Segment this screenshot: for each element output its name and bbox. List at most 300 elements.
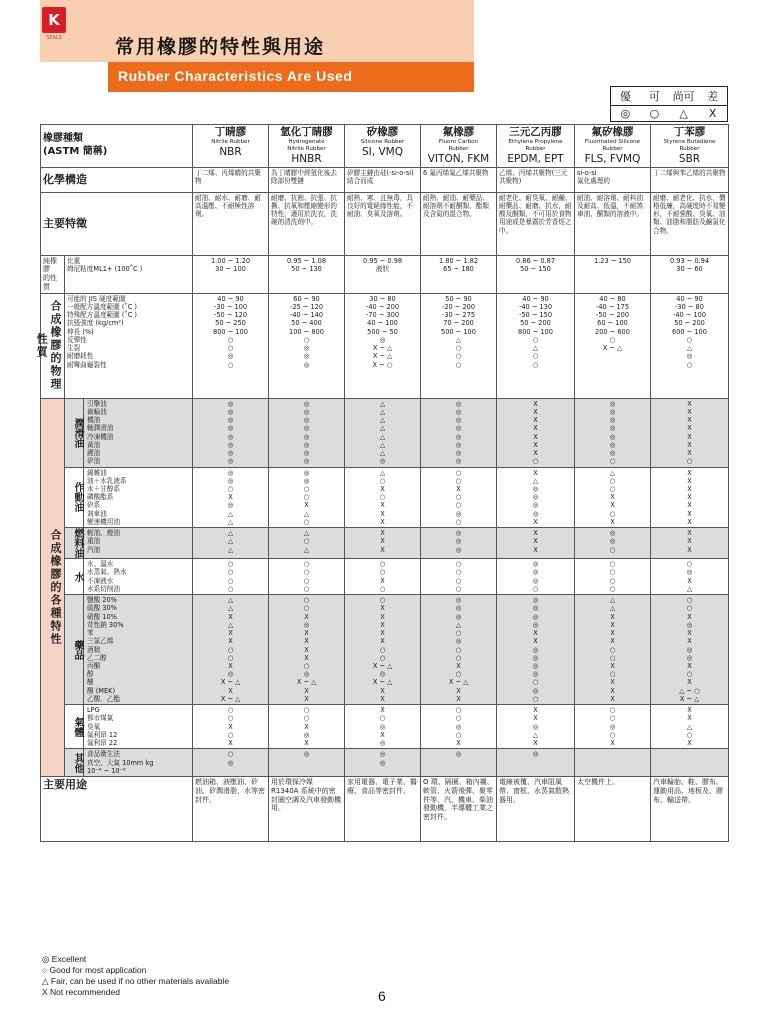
rating-value: ◎ [227,758,234,767]
rating-value: ○ [455,670,462,679]
resist-group-label: 合成橡膠的各種特性 [41,398,65,776]
compound-value: -40 ~ 200 [365,302,400,311]
compound-values [345,293,421,398]
use-value: 電線被覆、汽車阻風帶、窗框、水蒸氣散熱器用。 [497,777,575,842]
rating-value: X [380,604,385,613]
rating-value: ○ [227,653,234,662]
rating-value: ○ [303,661,310,670]
rating-value: X [687,468,692,477]
rating-value: ○ [455,468,462,477]
compound-value: -40 ~ 140 [289,311,324,320]
rating-value: X [687,739,692,748]
material-code: EPDM, EPT [507,152,564,165]
rating-value: ◎ [532,576,539,585]
compound-value: X ~ ○ [372,360,393,369]
rating-value: ◎ [532,493,539,502]
rating-value: ◎ [455,637,462,646]
rating-value: ◎ [532,722,539,731]
rating-value: X [533,629,538,638]
compound-values [575,293,651,398]
resist-section [65,467,193,528]
rating-value: ◎ [532,604,539,613]
rating-value: X [533,468,538,477]
rating-value: ◎ [609,432,616,441]
resist-values [575,749,651,777]
rating-value: ◎ [303,407,310,416]
chem-value: si-o-si 氟化處理的 [575,167,651,192]
chem-label: 化學構造 [41,167,193,192]
material-code: FLS, FVMQ [584,152,641,165]
rating-symbol: X [708,107,717,120]
resist-section-name: 藥品 [65,595,84,704]
resist-values [575,559,651,595]
resist-item-label: 氟利昂 22 [87,739,118,748]
compound-value: -50 ~ 150 [518,311,553,320]
rating-value: X [687,493,692,502]
resist-item-label: 食品衛生法 [87,750,120,759]
rating-value: ○ [227,568,234,577]
rating-value: X [380,730,385,739]
rating-value: ○ [455,517,462,526]
rating-value: ◎ [379,750,386,759]
rating-value: ○ [379,714,386,723]
resist-item-label: 輕油、燈油 [87,529,120,538]
rating-value: ○ [609,576,616,585]
compound-value: 800 ~ 100 [518,327,553,336]
rating-value: X [533,714,538,723]
rating-value: ◎ [532,653,539,662]
resist-values [421,595,497,705]
rating-value: ○ [455,476,462,485]
rating-value: ○ [609,568,616,577]
rating-value: ◎ [227,407,234,416]
rating-value: △ [227,509,234,518]
rating-value: X [380,620,385,629]
rating-value: ◎ [532,485,539,493]
feature-value: 耐磨、耐老化、抗水，價格低廉，高硬度時不易變形，不耐強酸、臭氧、油類、油脂和脂肪及鹼氯化合物。 [651,192,729,255]
resist-item-label: 水＋甘醇系 [87,485,120,493]
rating-value: ○ [609,730,616,739]
rating-value: X [533,545,538,554]
resist-values [269,467,345,528]
resist-values [575,398,651,467]
resist-values [269,595,345,705]
rating-value: X [380,637,385,646]
use-value: 用於環保冷媒 R1340A 系統中的密封圈空調及汽車發動機用。 [269,777,345,842]
compound-value: ○ [455,344,462,353]
rating-value: X [687,637,692,646]
compound-value: ○ [686,335,693,344]
compound-value: 800 ~ 100 [213,327,248,336]
resist-section [65,595,193,705]
resist-values [193,749,269,777]
rating-value: △ [227,537,234,546]
rating-value: ○ [227,706,234,715]
symbol-legend [42,954,229,998]
compound-label: 抗張強度 (kg/cm²) [67,319,124,328]
material-en: Nitrile Rubber [211,139,250,146]
rating-value: X [304,645,309,654]
resist-item-label: 丙酮 [87,661,101,670]
phys-value: 50 ~ 130 [291,264,322,273]
rating-value: ◎ [609,424,616,433]
resist-item-label: 乙二醇 [87,653,107,662]
rating-value: ○ [227,584,234,593]
resist-values [497,595,575,705]
rating-value: ○ [303,537,310,546]
phys-values [345,255,421,293]
rating-value: X [687,529,692,538]
rating-value: △ [609,604,616,613]
rating-value: X [687,678,692,687]
rating-label: 差 [698,87,727,106]
compound-value: 50 ~ 200 [520,319,551,328]
rating-value: ○ [379,584,386,593]
resist-values [651,398,729,467]
rating-value: ○ [303,485,310,493]
resist-item-label: 黃油 [87,440,101,449]
chem-value: 矽膠主鏈由硅(-si-o-si) 結合而成 [345,167,421,192]
compound-value: ○ [455,360,462,369]
type-label: 橡膠種類 (ASTM 簡稱) [41,125,193,168]
rating-value: X ~ △ [372,678,393,687]
rating-value: △ [227,604,234,613]
use-value: 燃油箱、液壓油、矽油、矽潤滑脂、水等密封件。 [193,777,269,842]
rating-value: X [610,739,615,748]
rating-value: ◎ [303,416,310,425]
resist-values [193,528,269,559]
feature-value: 耐熱、寒、且無毒，具良好的電絕緣性能，不耐油、臭氧及溶劑。 [345,192,421,255]
rating-value: X [380,517,385,526]
resist-item-label: 氟利昂 12 [87,730,118,739]
resist-item-label: 磷酸酯系 [87,493,114,502]
rating-value: △ [227,596,234,605]
rating-value: X [687,407,692,416]
resist-values [345,705,421,749]
rating-value: X [228,661,233,670]
phys-values [421,255,497,293]
resist-values [421,749,497,777]
use-value: 太空機件上。 [575,777,651,842]
rating-value: ○ [303,584,310,593]
rating-value: X [533,440,538,449]
rating-value: X [687,432,692,441]
resist-section [65,705,193,749]
rating-value: △ [227,545,234,554]
resist-values [269,398,345,467]
phys-label: 比重 [67,256,81,265]
material-header [345,125,421,168]
resist-values [193,705,269,749]
rating-value: X [610,678,615,687]
compound-value: -70 ~ 300 [365,311,400,320]
rating-value: ◎ [379,457,386,466]
rating-value: ○ [227,730,234,739]
phys-values [269,255,345,293]
compound-value: 200 ~ 600 [595,327,630,336]
resist-section [65,749,193,777]
rating-value: ◎ [227,416,234,425]
rating-value: ○ [609,485,616,493]
rating-value: △ [532,730,539,739]
material-header [497,125,575,168]
rating-value: ◎ [227,424,234,433]
rating-value: X [687,399,692,408]
rating-value: ○ [532,457,539,466]
resist-values [193,467,269,528]
rating-value: ○ [609,560,616,569]
resist-values [651,467,729,528]
rating-value: ◎ [455,407,462,416]
compound-value: -25 ~ 120 [289,302,324,311]
material-zh: 氫化丁睛膠 [280,126,333,138]
resist-values [345,528,421,559]
rubber-characteristics-table [35,124,729,842]
rating-value: X [380,629,385,638]
rating-value: X [456,686,461,695]
resist-values [575,595,651,705]
rating-value: X ~ △ [220,678,241,687]
compound-label: 耐彎曲龜裂性 [67,360,107,369]
resist-item-label: 不凍液水 [87,576,114,585]
rating-value: X [533,407,538,416]
compound-value: ○ [532,352,539,361]
rating-value: △ [379,432,386,441]
rating-value: X [533,739,538,748]
resist-values [345,559,421,595]
rating-scale [610,86,728,122]
compound-label: 可能的 JIS 硬度範圍 [67,294,126,303]
resist-item-label: 苯 [87,629,94,638]
compound-value: 40 ~ 90 [522,294,549,303]
rating-value: ◎ [303,730,310,739]
rating-value: ◎ [609,537,616,546]
rating-value: X [380,529,385,538]
rating-value: ○ [455,706,462,715]
rating-value: ◎ [379,722,386,731]
compound-value: ◎ [303,344,310,353]
rating-value: X [228,493,233,502]
rating-value: △ [686,722,693,731]
feature-value: 耐磨、抗蝕、抗張、抗撕、抗氧和壓縮變形的特性，適用於洗衣，洗碗的清洗劑中。 [269,192,345,255]
rating-value: ○ [609,509,616,518]
rating-value: ○ [227,576,234,585]
resist-item-label: 水、溫水 [87,560,114,569]
rating-value: △ [227,517,234,526]
rating-value: X [228,612,233,621]
resist-item-label: 醚 [87,678,94,687]
phys-value: 30 ~ 100 [215,264,246,273]
compound-values [193,293,269,398]
rating-value: X [380,694,385,703]
rating-value: ◎ [532,509,539,518]
resist-item-label: 酒精 [87,645,101,654]
rating-value: ○ [379,653,386,662]
rating-value: X [687,517,692,526]
material-header [575,125,651,168]
compound-value: 50 ~ 400 [291,319,322,328]
rating-value: X [687,440,692,449]
rating-value: ○ [455,730,462,739]
compound-label: 反彈性 [67,335,87,344]
rating-value: ◎ [227,432,234,441]
resist-section [65,398,193,467]
rating-value: X [687,545,692,554]
rating-value: X [380,706,385,715]
rating-symbol: ○ [649,107,660,120]
rating-value: ◎ [455,722,462,731]
rating-value: ○ [303,493,310,502]
resist-values [421,559,497,595]
rating-value: X [533,529,538,538]
rating-value: X [533,424,538,433]
rating-value: ◎ [303,476,310,485]
rating-value: ○ [379,476,386,485]
legend-item: X Not recommended [42,987,120,997]
resist-values [651,559,729,595]
resist-values [497,467,575,528]
compound-value: -40 ~ 100 [672,311,707,320]
feature-value: 耐老化、耐臭氧、耐鹼、耐藥品、耐磨、抗水，耐酸及酮類，不可用於食物用途或是暴露於芳香烴之中。 [497,192,575,255]
rating-value: ○ [379,596,386,605]
resist-values [193,559,269,595]
compound-value: ○ [455,352,462,361]
rating-value: X [304,612,309,621]
rating-value: ○ [686,596,693,605]
rating-value: X [610,517,615,526]
compound-value: 50 ~ 250 [215,319,246,328]
rating-value: ◎ [227,399,234,408]
feature-value: 耐油、耐水、耐磨、耐高溫壓、不耐極性溶劑。 [193,192,269,255]
chem-value: 6 氟丙烯氟乙烯共聚物 [421,167,497,192]
rating-value: X [304,686,309,695]
rating-value: ○ [303,568,310,577]
rating-value: X [304,722,309,731]
rating-value: ○ [686,730,693,739]
rating-value: ○ [609,653,616,662]
compound-value: ○ [227,360,234,369]
rating-value: X [610,493,615,502]
rating-value: ○ [455,501,462,510]
resist-values [497,528,575,559]
compound-value: X ~ △ [602,344,623,353]
use-value: 汽車輪胎、鞋、膠布、運動用品、地板及、膠布、輸送帶。 [651,777,729,842]
rating-value: ◎ [609,529,616,538]
rating-value: X [456,661,461,670]
rating-value: X [687,509,692,518]
rating-value: ◎ [303,424,310,433]
chem-value: 乙烯、丙烯共聚物(三元共聚物) [497,167,575,192]
resist-values [575,705,651,749]
resist-item-label: 醇 [87,670,94,679]
resist-item-label: 10⁻⁴ ~ 10⁻⁶ [87,766,126,775]
rating-value: X [533,399,538,408]
rating-value: X [380,576,385,585]
phys-values [575,255,651,293]
material-en: Fluorinated Silicone Rubber [584,139,641,152]
page-number: 6 [378,988,386,1004]
rating-value: ◎ [609,440,616,449]
material-zh: 氟橡膠 [442,126,475,138]
material-en: Silicone Rubber [360,139,405,146]
rating-value: X [687,476,692,485]
rating-value: X [610,629,615,638]
rating-value: ◎ [609,416,616,425]
page-title: 常用橡膠的特性與用途 [115,36,326,58]
rating-value: X [687,485,692,493]
rating-value: X ~ △ [372,661,393,670]
compound-label: 伸長 (%) [67,327,94,336]
resist-item-label: 水系切削油 [87,584,120,593]
rating-value: ◎ [532,560,539,569]
rating-value: ◎ [455,509,462,518]
rating-value: ◎ [303,457,310,466]
rating-value: X [533,517,538,526]
rating-value: ○ [609,714,616,723]
use-value: O 環、隔圈、箱內襯、軟管、火箭飛彈、聚零件等、汽、機車、柴油發動機、半導體工業之密封件。 [421,777,497,842]
rating-value: ◎ [227,670,234,679]
rating-value: X [687,576,692,585]
rating-value: ◎ [609,399,616,408]
rating-value: X [687,537,692,546]
rating-value: ◎ [455,399,462,408]
rating-value: ○ [609,706,616,715]
rating-value: ◎ [532,612,539,621]
use-value: 家用電器、電子業、醫療、食品等密封件。 [345,777,421,842]
rating-value: ◎ [227,476,234,485]
resist-section [65,559,193,595]
rating-value: ◎ [379,739,386,748]
resist-item-label: LPG [87,706,100,715]
compound-value: ○ [227,344,234,353]
resist-values [269,559,345,595]
rating-value: ◎ [686,568,693,577]
rating-value: ○ [455,629,462,638]
rating-symbol: △ [679,107,688,120]
compound-value: ◎ [303,360,310,369]
resist-values [421,467,497,528]
compound-value: -30 ~ 80 [675,302,704,311]
resist-section-name: 潤滑油 [65,399,84,467]
resist-item-label: 苛性鈉 30% [87,620,124,629]
rating-value: ◎ [227,501,234,510]
compound-value: 500 ~ 50 [367,327,398,336]
compound-value: ○ [227,335,234,344]
phys-label: 姆尼粘度ML1+ (100˚C ) [67,264,143,273]
rating-value: △ [455,620,462,629]
rating-value: ◎ [532,568,539,577]
resist-values [651,595,729,705]
rating-value: X [533,432,538,441]
resist-values [345,595,421,705]
rating-value: X [228,739,233,748]
resist-item-label: 臭氧 [87,722,101,731]
phys-value: 0.93 ~ 0.94 [669,256,710,265]
phys-values [651,255,729,293]
resist-values [345,398,421,467]
rating-value: ◎ [303,620,310,629]
rating-value: ◎ [455,596,462,605]
rating-value: X [380,545,385,554]
brand-logo: K [42,7,66,33]
resist-item-label: 鋰油 [87,449,101,458]
rating-value: ○ [455,714,462,723]
compound-value: 40 ~ 80 [599,294,626,303]
rating-value: X [380,501,385,510]
rating-value: ○ [303,714,310,723]
phys-value: 0.95 ~ 0.98 [362,256,403,265]
compound-value: X ~ △ [372,344,393,353]
